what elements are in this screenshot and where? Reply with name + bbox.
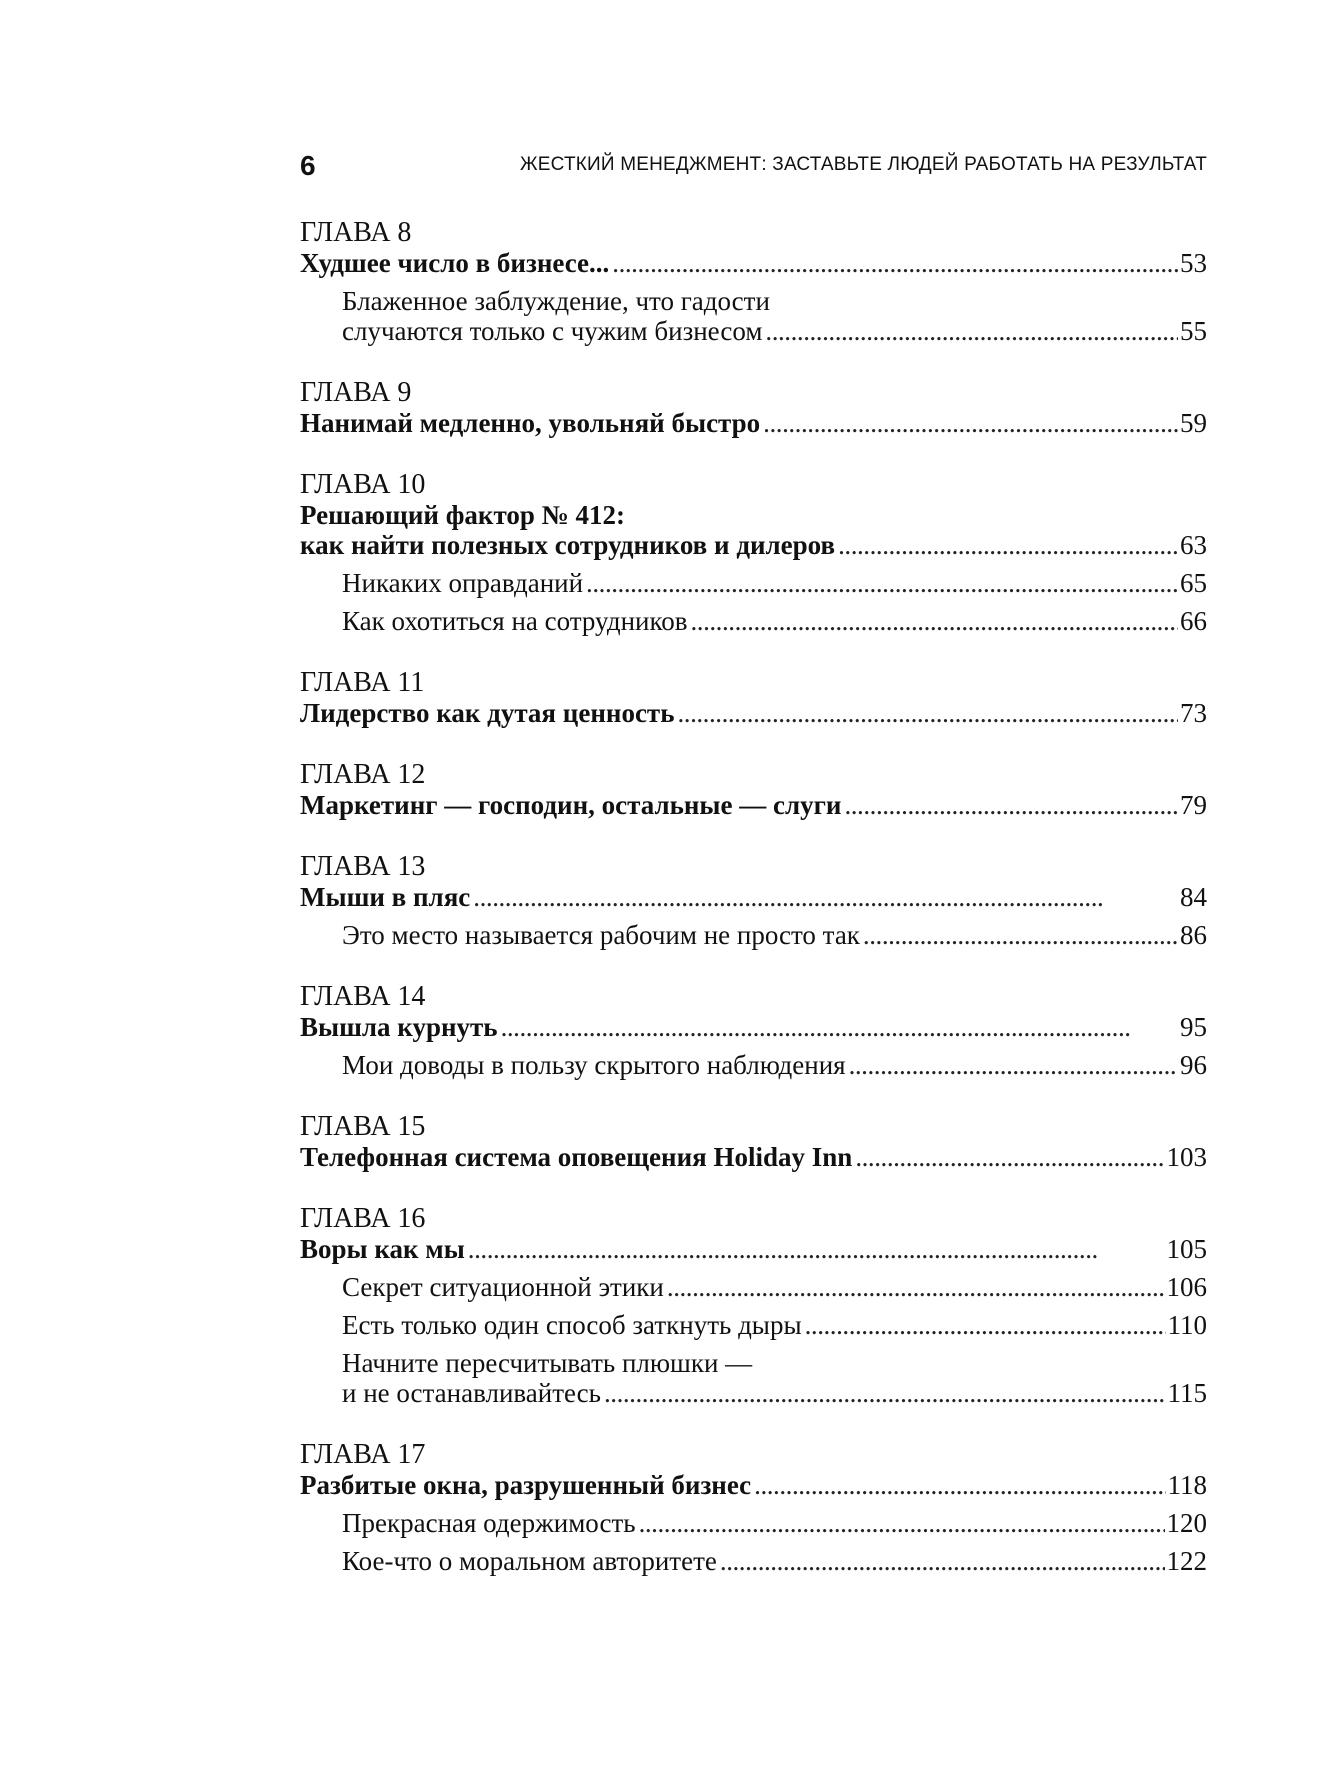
chapter-label: ГЛАВА 9 xyxy=(300,377,412,408)
chapter-title-text: Воры как мы xyxy=(300,1234,465,1264)
dot-leader xyxy=(687,606,1178,636)
page-ref: 79 xyxy=(1180,790,1207,820)
section-entry-text: Есть только один способ заткнуть дыры xyxy=(342,1310,802,1340)
section-entry[interactable] xyxy=(300,1310,1207,1340)
page-ref: 106 xyxy=(1166,1272,1207,1302)
page-ref: 110 xyxy=(1167,1310,1207,1340)
section-entry-text: Это место называется рабочим не просто так xyxy=(342,920,860,950)
page-ref: 120 xyxy=(1166,1508,1207,1538)
toc-chapter xyxy=(300,1440,1207,1576)
page-ref: 115 xyxy=(1167,1378,1207,1408)
section-title-line: Начните пересчитывать плюшки — xyxy=(342,1348,753,1378)
section-entry-text: Мои доводы в пользу скрытого наблюдения xyxy=(342,1050,846,1080)
dot-leader xyxy=(674,698,1178,728)
page-ref: 55 xyxy=(1180,316,1207,346)
chapter-label: ГЛАВА 8 xyxy=(300,217,412,248)
chapter-title-text: Худшее число в бизнесе... xyxy=(300,248,610,278)
toc-chapter xyxy=(300,982,1207,1080)
section-entry[interactable] xyxy=(300,1050,1207,1080)
section-entry-text: и не останавливайтесь xyxy=(342,1378,601,1408)
dot-leader xyxy=(762,316,1178,346)
page-ref: 96 xyxy=(1180,1050,1207,1080)
section-entry-text: Кое-что о моральном авторитете xyxy=(342,1546,717,1576)
page-ref: 105 xyxy=(1166,1234,1207,1264)
page-ref: 84 xyxy=(1180,882,1207,912)
chapter-title[interactable] xyxy=(300,1142,1207,1172)
dot-leader xyxy=(636,1508,1165,1538)
chapter-title-text: как найти полезных сотрудников и дилеров xyxy=(300,530,836,560)
dot-leader xyxy=(601,1378,1166,1408)
page-ref: 95 xyxy=(1180,1012,1207,1042)
page-ref: 53 xyxy=(1180,248,1207,278)
chapter-title[interactable] xyxy=(300,1234,1207,1264)
section-entry[interactable] xyxy=(300,1546,1207,1576)
chapter-title-line: Решающий фактор № 412: xyxy=(300,500,625,530)
dot-leader xyxy=(802,1310,1166,1340)
dot-leader xyxy=(583,568,1178,598)
page-ref: 86 xyxy=(1180,920,1207,950)
chapter-label: ГЛАВА 13 xyxy=(300,851,426,882)
dot-leader xyxy=(465,1234,1165,1264)
toc-chapter xyxy=(300,852,1207,950)
section-entry-text: случаются только с чужим бизнесом xyxy=(342,316,763,346)
page-header xyxy=(300,150,1207,190)
page-ref: 122 xyxy=(1166,1546,1207,1576)
chapter-title-text: Мыши в пляс xyxy=(300,882,471,912)
section-entry-text: Как охотиться на сотрудников xyxy=(342,606,688,636)
page-ref: 65 xyxy=(1180,568,1207,598)
toc-chapter xyxy=(300,668,1207,728)
dot-leader xyxy=(841,790,1178,820)
dot-leader xyxy=(852,1142,1164,1172)
dot-leader xyxy=(609,248,1178,278)
page-ref: 118 xyxy=(1167,1470,1207,1500)
dot-leader xyxy=(835,530,1178,560)
page-ref: 73 xyxy=(1180,698,1207,728)
chapter-title-text: Нанимай медленно, увольняй быстро xyxy=(300,408,761,438)
chapter-title[interactable] xyxy=(300,1470,1207,1500)
chapter-title-text: Вышла курнуть xyxy=(300,1012,498,1042)
chapter-title[interactable] xyxy=(300,530,1207,560)
page-number: 6 xyxy=(300,150,316,181)
dot-leader xyxy=(470,882,1178,912)
chapter-title[interactable] xyxy=(300,248,1207,278)
chapter-label: ГЛАВА 11 xyxy=(300,667,425,698)
toc-chapter xyxy=(300,218,1207,346)
page-ref: 63 xyxy=(1180,530,1207,560)
chapter-label: ГЛАВА 10 xyxy=(300,469,426,500)
dot-leader xyxy=(760,408,1178,438)
running-title: ЖЕСТКИЙ МЕНЕДЖМЕНТ: ЗАСТАВЬТЕ ЛЮДЕЙ РАБОТАТЬ НА РЕЗУЛЬТАТ xyxy=(520,154,1207,175)
dot-leader xyxy=(846,1050,1178,1080)
toc-chapter xyxy=(300,470,1207,636)
chapter-title-text: Маркетинг — господин, остальные — слуги xyxy=(300,790,842,820)
chapter-title[interactable] xyxy=(300,698,1207,728)
section-entry[interactable] xyxy=(300,1378,1207,1408)
table-of-contents xyxy=(300,218,1207,1608)
section-entry[interactable] xyxy=(300,568,1207,598)
toc-chapter xyxy=(300,760,1207,820)
chapter-label: ГЛАВА 14 xyxy=(300,981,426,1012)
chapter-title[interactable] xyxy=(300,1012,1207,1042)
page-ref: 66 xyxy=(1180,606,1207,636)
section-entry[interactable] xyxy=(300,606,1207,636)
dot-leader xyxy=(717,1546,1165,1576)
chapter-title-text: Лидерство как дутая ценность xyxy=(300,698,675,728)
chapter-title[interactable] xyxy=(300,408,1207,438)
page-ref: 103 xyxy=(1166,1142,1207,1172)
section-entry[interactable] xyxy=(300,920,1207,950)
chapter-label: ГЛАВА 12 xyxy=(300,759,426,790)
section-title-line: Блаженное заблуждение, что гадости xyxy=(342,286,770,316)
chapter-title[interactable] xyxy=(300,882,1207,912)
dot-leader xyxy=(664,1272,1165,1302)
chapter-label: ГЛАВА 17 xyxy=(300,1439,426,1470)
page-ref: 59 xyxy=(1180,408,1207,438)
toc-chapter xyxy=(300,1112,1207,1172)
section-entry[interactable] xyxy=(300,1272,1207,1302)
dot-leader xyxy=(751,1470,1165,1500)
dot-leader xyxy=(498,1012,1178,1042)
chapter-title-text: Телефонная система оповещения Holiday Inn xyxy=(300,1142,853,1172)
dot-leader xyxy=(860,920,1178,950)
section-entry-text: Секрет ситуационной этики xyxy=(342,1272,664,1302)
chapter-label: ГЛАВА 15 xyxy=(300,1111,426,1142)
toc-chapter xyxy=(300,1204,1207,1408)
section-entry-text: Прекрасная одержимость xyxy=(342,1508,636,1538)
section-entry[interactable] xyxy=(300,1508,1207,1538)
section-entry[interactable] xyxy=(300,316,1207,346)
chapter-title-text: Разбитые окна, разрушенный бизнес xyxy=(300,1470,752,1500)
section-entry-text: Никаких оправданий xyxy=(342,568,584,598)
toc-chapter xyxy=(300,378,1207,438)
chapter-title[interactable] xyxy=(300,790,1207,820)
chapter-label: ГЛАВА 16 xyxy=(300,1203,426,1234)
